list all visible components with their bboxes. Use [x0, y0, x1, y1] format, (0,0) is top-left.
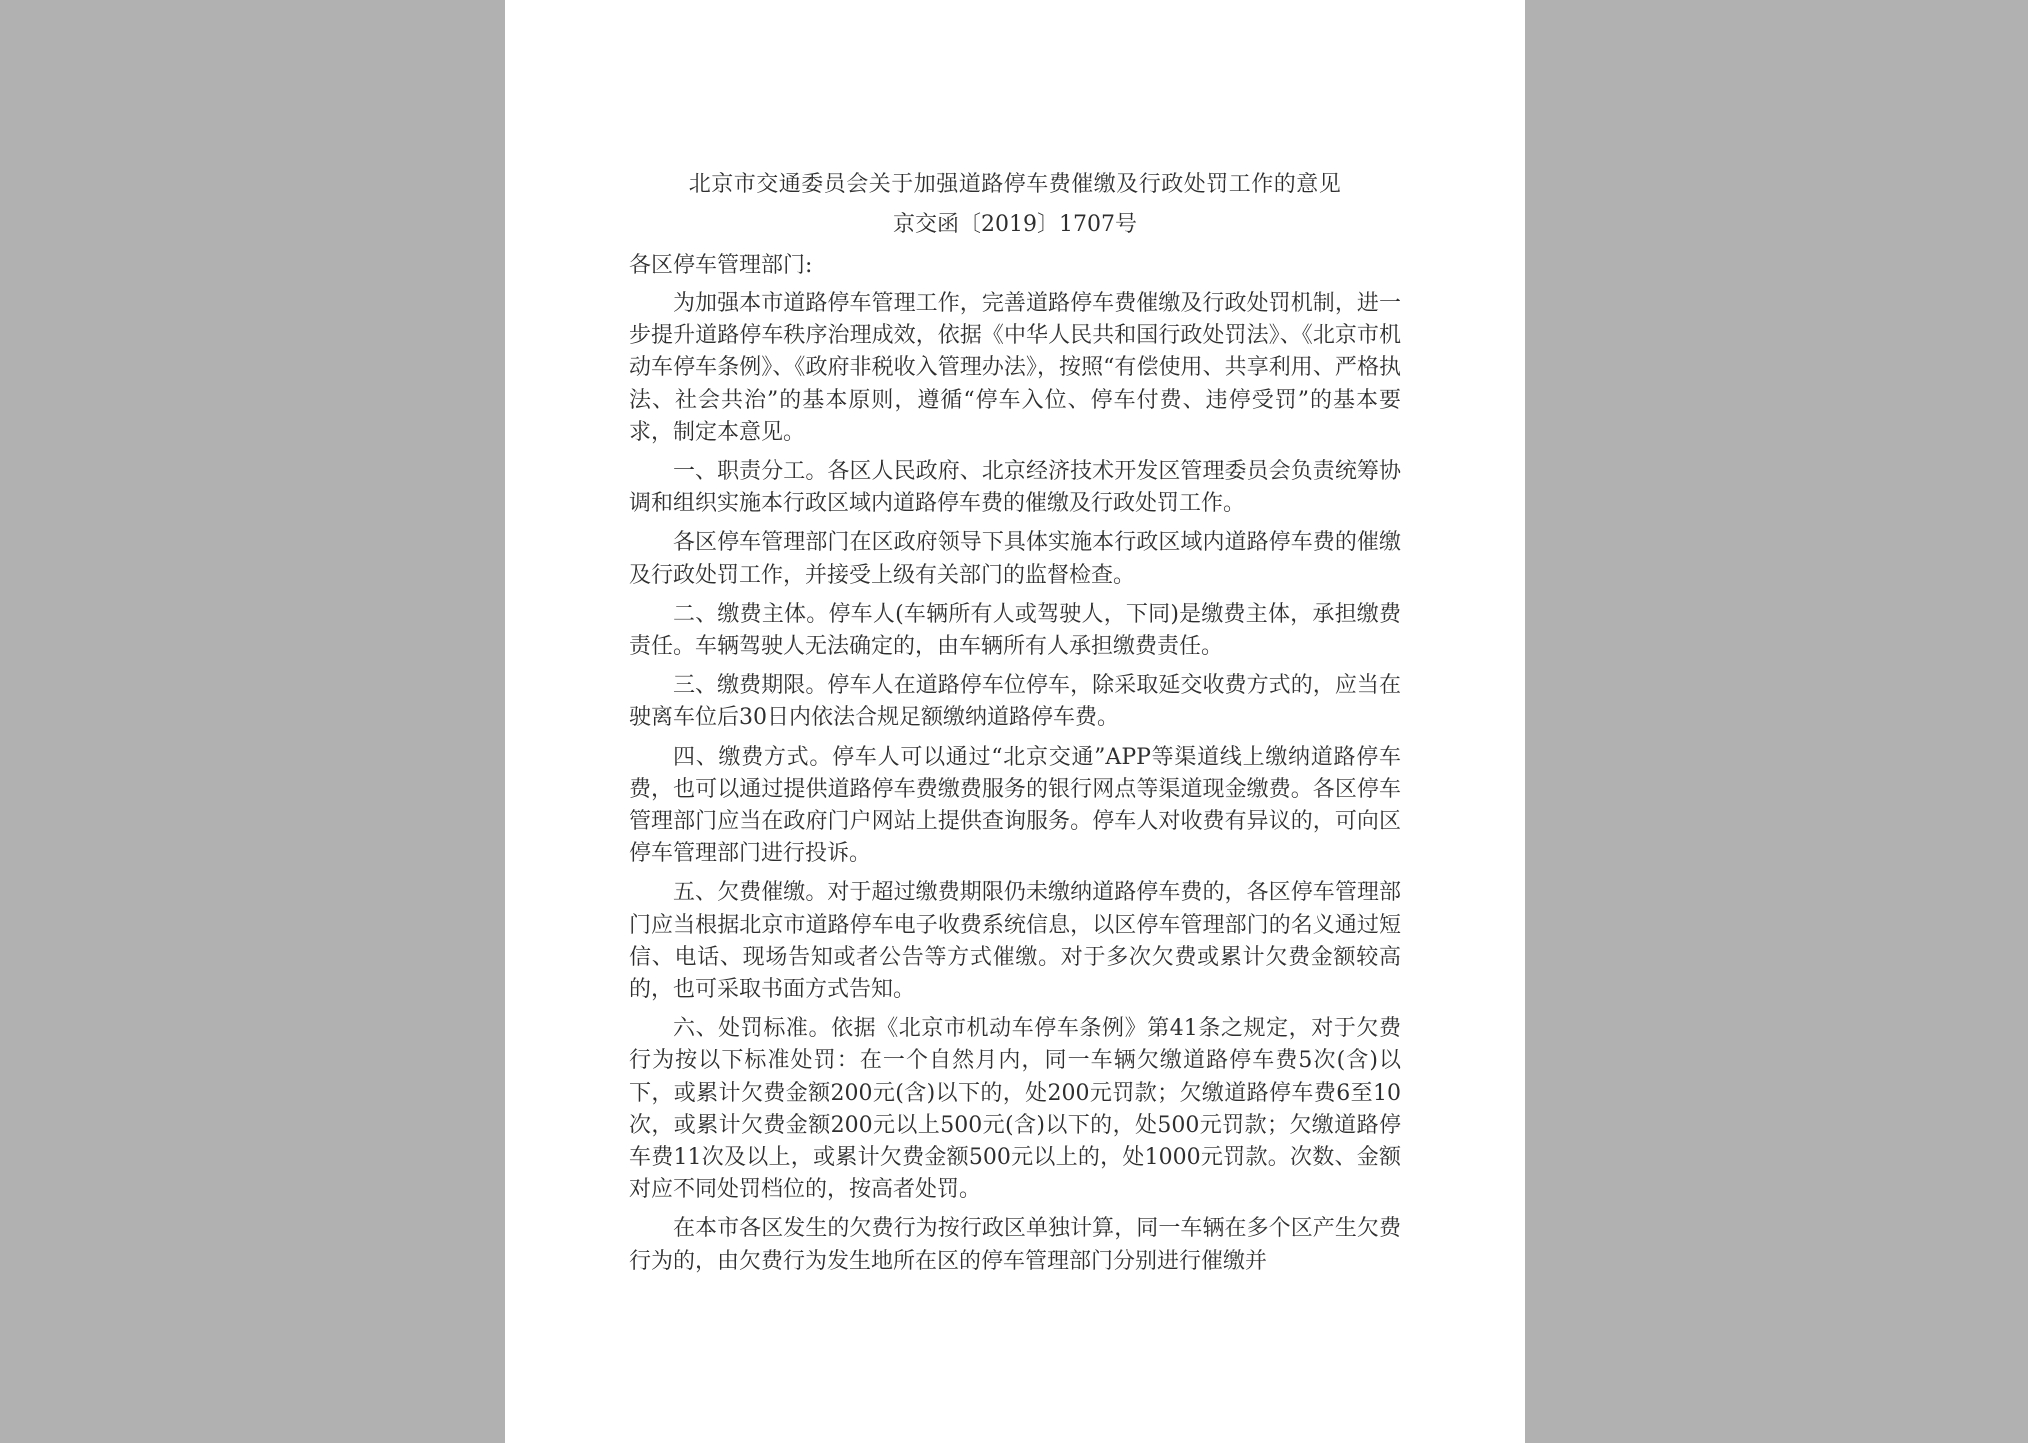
- paragraph-payment-methods: 四、缴费方式。停车人可以通过“北京交通”APP等渠道线上缴纳道路停车费，也可以通过提供道路停车费缴费服务的银行网点等渠道现金缴费。各区停车管理部门应当在政府门户网站上提供查询服务。停车人对收费有异议的，可向区停车管理部门进行投诉。: [629, 744, 1401, 867]
- paragraph-arrears-collection: 五、欠费催缴。对于超过缴费期限仍未缴纳道路停车费的，各区停车管理部门应当根据北京市道路停车电子收费系统信息，以区停车管理部门的名义通过短信、电话、现场告知或者公告等方式催缴。对于多次欠费或累计欠费金额较高的，也可采取书面方式告知。: [629, 880, 1401, 1003]
- paragraph-district-departments: 各区停车管理部门在区政府领导下具体实施本行政区域内道路停车费的催缴及行政处罚工作，并接受上级有关部门的监督检查。: [629, 530, 1401, 588]
- paragraph-payment-deadline: 三、缴费期限。停车人在道路停车位停车，除采取延交收费方式的，应当在驶离车位后30日内依法合规足额缴纳道路停车费。: [629, 673, 1401, 731]
- paragraph-penalty-standards: 六、处罚标准。依据《北京市机动车停车条例》第41条之规定，对于欠费行为按以下标准处罚：在一个自然月内，同一车辆欠缴道路停车费5次(含)以下，或累计欠费金额200元(含)以下的，处200元罚款；欠缴道路停车费6至10次，或累计欠费金额200元以上500元(含)以下的，处500元罚款；欠缴道路停车费11次及以上，或累计欠费金额500元以上的，处1000元罚款。次数、金额对应不同处罚档位的，按高者处罚。: [629, 1016, 1401, 1203]
- document-title: 北京市交通委员会关于加强道路停车费催缴及行政处罚工作的意见: [688, 172, 1342, 197]
- paragraph-payment-subject: 二、缴费主体。停车人(车辆所有人或驾驶人，下同)是缴费主体，承担缴费责任。车辆驾驶人无法确定的，由车辆所有人承担缴费责任。: [629, 601, 1401, 660]
- paragraph-preamble: 为加强本市道路停车管理工作，完善道路停车费催缴及行政处罚机制，进一步提升道路停车秩序治理成效，依据《中华人民共和国行政处罚法》、《北京市机动车停车条例》、《政府非税收入管理办法》，按照“有偿使用、共享利用、严格执法、社会共治”的基本原则，遵循“停车入位、停车付费、违停受罚”的基本要求，制定本意见。: [629, 291, 1401, 445]
- addressee: 各区停车管理部门:: [629, 253, 813, 278]
- paragraph-district-calculation: 在本市各区发生的欠费行为按行政区单独计算，同一车辆在多个区产生欠费行为的，由欠费行为发生地所在区的停车管理部门分别进行催缴并: [629, 1216, 1401, 1274]
- document-body: [629, 288, 1401, 1285]
- document-page: [505, 0, 1525, 1443]
- document-number: 京交函〔2019〕1707号: [893, 212, 1137, 237]
- paragraph-responsibilities: 一、职责分工。各区人民政府、北京经济技术开发区管理委员会负责统筹协调和组织实施本行政区域内道路停车费的催缴及行政处罚工作。: [629, 459, 1401, 517]
